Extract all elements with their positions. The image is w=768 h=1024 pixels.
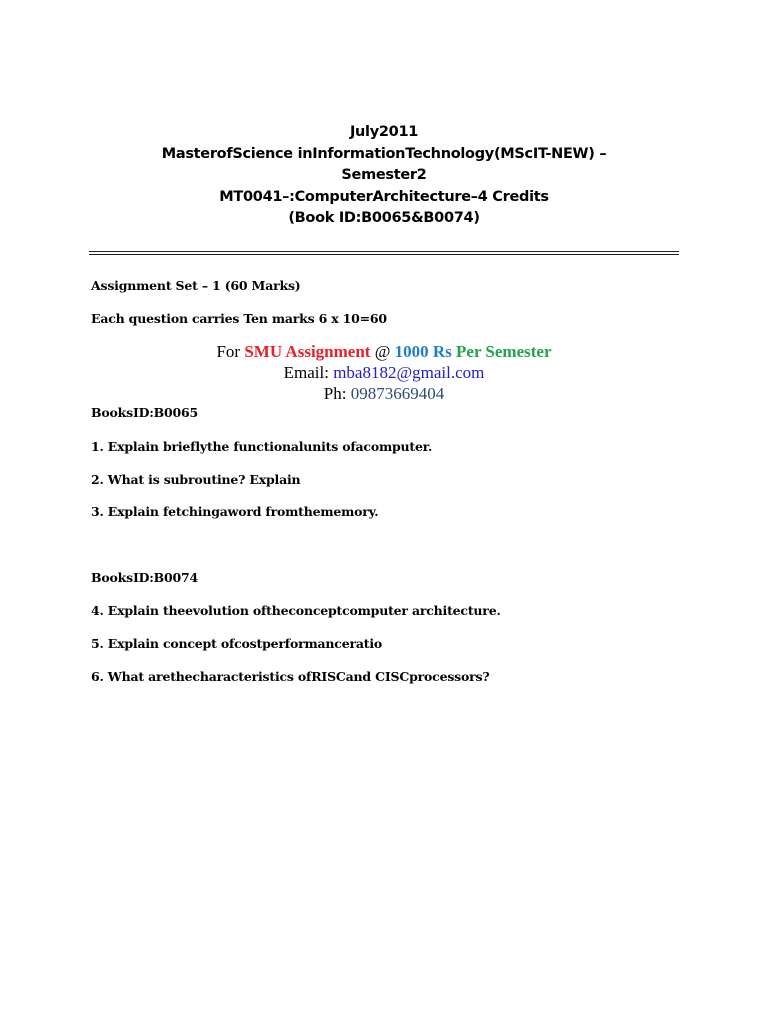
question-3: 3. Explain fetchingaword fromthememory.: [91, 504, 379, 519]
promo-per-semester: Per Semester: [456, 342, 552, 361]
question-1: 1. Explain brieflythe functionalunits ofacomputer.: [91, 439, 433, 454]
question-4: 4. Explain theevolution oftheconceptcomputer architecture.: [91, 603, 501, 618]
document-header: [0, 122, 768, 230]
book-id-b0065: BooksID:B0065: [91, 405, 198, 420]
question-5: 5. Explain concept ofcostperformanceratio: [91, 636, 383, 651]
email-label: Email:: [283, 363, 329, 382]
header-course: MT0041–:ComputerArchitecture–4 Credits: [219, 188, 549, 205]
promo-smu: SMU Assignment: [244, 342, 371, 361]
header-book-ids: (Book ID:B0065&B0074): [288, 210, 480, 226]
header-date: July2011: [349, 124, 419, 140]
promo-price: 1000 Rs: [394, 342, 452, 361]
marks-note: Each question carries Ten marks 6 x 10=60: [91, 311, 387, 326]
book-id-b0074: BooksID:B0074: [91, 570, 198, 585]
promo-at: @: [374, 342, 391, 361]
divider-bottom: [89, 254, 679, 255]
phone-label: Ph:: [323, 384, 347, 403]
header-program: MasterofScience inInformationTechnology(MScIT-NEW) –: [161, 145, 607, 162]
email-link[interactable]: mba8182@gmail.com: [333, 363, 485, 382]
assignment-title: Assignment Set – 1 (60 Marks): [91, 278, 301, 293]
divider-top: [89, 251, 679, 252]
phone-number: 09873669404: [350, 384, 445, 403]
header-semester: Semester2: [341, 167, 427, 183]
promo-for: For: [216, 342, 241, 361]
question-6: 6. What arethecharacteristics ofRISCand CISCprocessors?: [91, 669, 490, 684]
promo-phone-line: [0, 384, 768, 404]
promo-email-line: [0, 363, 768, 383]
question-2: 2. What is subroutine? Explain: [91, 472, 301, 487]
promo-line: [0, 342, 768, 362]
